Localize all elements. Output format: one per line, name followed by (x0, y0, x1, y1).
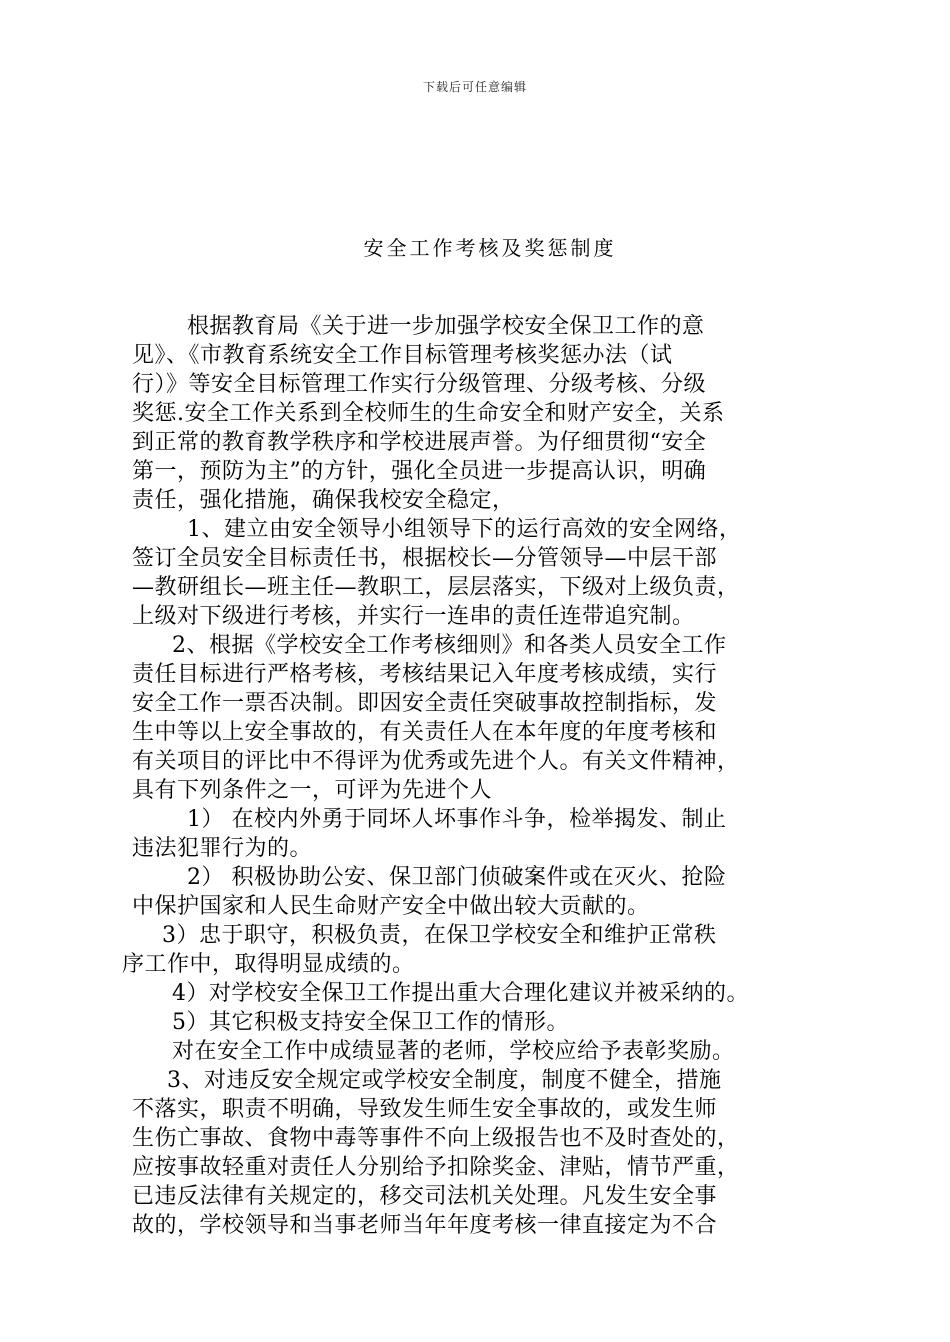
body-line: 3）忠于职守，积极负责，在保卫学校安全和维护正常秩 (162, 923, 717, 948)
body-line: 故的，学校领导和当事老师当年年度考核一律直接定为不合 (132, 1213, 718, 1238)
body-line: 中保护国家和人民生命财产安全中做出较大贡献的。 (132, 894, 650, 919)
body-line: 对在安全工作中成绩显著的老师，学校应给予表彰奖励。 (172, 1039, 735, 1064)
body-line: 安全工作一票否决制。即因安全责任突破事故控制指标，发 (132, 691, 718, 716)
body-line: 1） 在校内外勇于同坏人坏事作斗争，检举揭发、制止 (187, 807, 727, 832)
body-line: 第一，预防为主”的方针，强化全员进一步提高认识，明确 (132, 459, 707, 484)
body-line: 序工作中，取得明显成绩的。 (122, 952, 415, 977)
body-line: 已违反法律有关规定的，移交司法机关处理。凡发生安全事 (132, 1184, 718, 1209)
header-note: 下载后可任意编辑 (422, 80, 527, 94)
body-line: 到正常的教育教学秩序和学校进展声誉。为仔细贯彻“安全 (132, 430, 707, 455)
body-line: 具有下列条件之一，可评为先进个人 (132, 778, 493, 803)
body-line: 4）对学校安全保卫工作提出重大合理化建议并被采纳的。 (172, 981, 749, 1006)
body-line: 2、根据《学校安全工作考核细则》和各类人员安全工作 (172, 633, 727, 658)
body-line: 应按事故轻重对责任人分别给予扣除奖金、津贴，情节严重， (132, 1155, 740, 1180)
body-line: 生中等以上安全事故的，有关责任人在本年度的年度考核和 (132, 720, 718, 745)
body-line: 奖惩.安全工作关系到全校师生的生命安全和财产安全，关系 (132, 401, 725, 426)
body-line: 责任，强化措施，确保我校安全稳定， (132, 488, 515, 513)
document-title: 安全工作考核及奖惩制度 (363, 236, 617, 260)
body-line: 有关项目的评比中不得评为优秀或先进个人。有关文件精神， (132, 749, 740, 774)
body-line: 违法犯罪行为的。 (132, 836, 313, 861)
body-line: —教研组长—班主任—教职工，层层落实，下级对上级负责， (132, 575, 740, 600)
body-line: 5）其它积极支持安全保卫工作的情形。 (172, 1010, 569, 1035)
body-line: 不落实，职责不明确，导致发生师生安全事故的，或发生师 (132, 1097, 718, 1122)
body-line: 上级对下级进行考核，并实行一连串的责任连带追究制。 (132, 604, 695, 629)
body-line: 见》、《市教育系统安全工作目标管理考核奖惩办法（试 (132, 343, 673, 368)
body-line: 2） 积极协助公安、保卫部门侦破案件或在灭火、抢险 (187, 865, 727, 890)
body-line: 1、建立由安全领导小组领导下的运行高效的安全网络， (187, 517, 742, 542)
body-line: 3、对违反安全规定或学校安全制度，制度不健全，措施 (167, 1068, 722, 1093)
body-line: 签订全员安全目标责任书，根据校长—分管领导—中层干部 (132, 546, 718, 571)
body-line: 根据教育局《关于进一步加强学校安全保卫工作的意 (187, 314, 705, 339)
body-line: 责任目标进行严格考核，考核结果记入年度考核成绩，实行 (132, 662, 718, 687)
body-line: 行）》等安全目标管理工作实行分级管理、分级考核、分级 (132, 372, 707, 397)
body-line: 生伤亡事故、食物中毒等事件不向上级报告也不及时查处的， (132, 1126, 740, 1151)
